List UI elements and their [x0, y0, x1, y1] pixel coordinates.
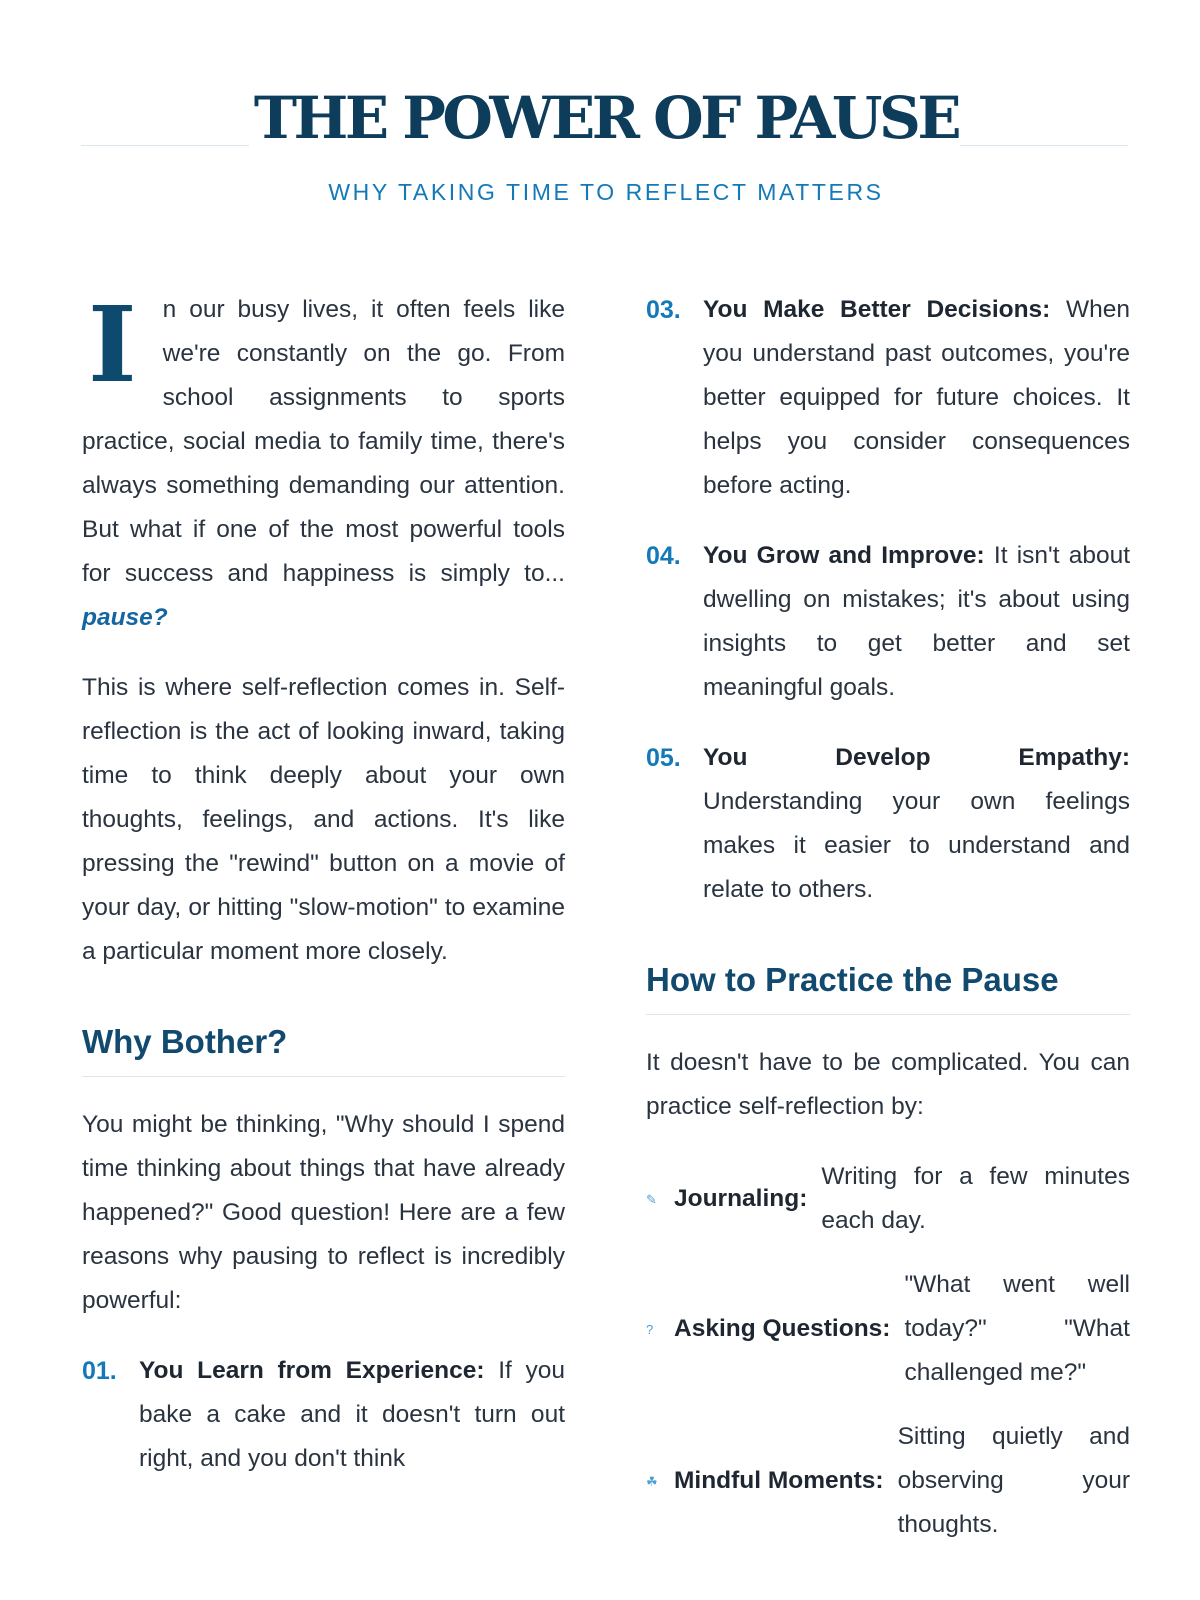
method-label: Journaling:	[674, 1185, 808, 1212]
reason-number: 05.	[646, 744, 681, 772]
pen-icon: ✎	[646, 1191, 657, 1207]
method-label: Asking Questions:	[674, 1315, 891, 1342]
intro-paragraph	[82, 283, 565, 640]
method-item	[646, 1263, 1130, 1395]
reason-body	[703, 534, 1130, 710]
method-text: Sitting quietly and observing your thoughts.	[897, 1423, 1130, 1538]
reason-body	[703, 288, 1130, 508]
method-item	[646, 1415, 1130, 1547]
why-bother-paragraph: You might be thinking, "Why should I spend time thinking about things that have already happened?" Good question! Here are a few reasons why pausing to reflect is incredibly powerful:	[82, 1111, 565, 1314]
reason-number: 01.	[82, 1357, 117, 1385]
reason-number: 03.	[646, 296, 681, 324]
method-text: "What went well today?" "What challenged me?"	[904, 1271, 1130, 1386]
why-bother-heading: Why Bother?	[82, 1020, 565, 1077]
practice-intro: It doesn't have to be complicated. You can practice self-reflection by:	[646, 1049, 1130, 1120]
reason-title: You Make Better Decisions:	[703, 296, 1051, 323]
drop-cap: I	[88, 283, 137, 406]
left-column	[82, 283, 565, 1507]
reason-body	[703, 736, 1130, 912]
intro-text: n our busy lives, it often feels like we're constantly on the go. From school assignments to sports practice, social media to family time, there's always something demanding our attention. But what if one of the most powerful tools for success and happiness is simply to...	[82, 296, 565, 587]
reason-title: You Grow and Improve:	[703, 542, 985, 569]
reason-item	[646, 534, 1130, 710]
method-text: Writing for a few minutes each day.	[821, 1163, 1130, 1234]
reason-title: You Develop Empathy:	[703, 744, 1130, 771]
reason-item	[646, 288, 1130, 508]
leaf-icon: ☘	[646, 1473, 658, 1489]
self-reflection-paragraph: This is where self-reflection comes in. Self-reflection is the act of looking inward, taking time to think deeply about your own thoughts, feelings, and actions. It's like pressing the "rewind" button on a movie of your day, or hitting "slow-motion" to examine a particular moment more closely.	[82, 674, 565, 965]
reason-text: Understanding your own feelings makes it easier to understand and relate to others.	[703, 788, 1130, 903]
practice-heading: How to Practice the Pause	[646, 958, 1130, 1015]
reason-body	[139, 1349, 565, 1481]
reason-text: When you understand past outcomes, you're better equipped for future choices. It helps you consider consequences before acting.	[703, 296, 1130, 499]
page-title: THE POWER OF PAUSE	[253, 84, 959, 152]
reason-item	[646, 736, 1130, 912]
reason-text: If you bake a cake and it doesn't turn out right, and you don't think	[139, 1357, 565, 1472]
reason-text: It isn't about dwelling on mistakes; it's about using insights to get better and set meaningful goals.	[703, 542, 1131, 701]
reason-number: 04.	[646, 542, 681, 570]
reason-title: You Learn from Experience:	[139, 1357, 485, 1384]
method-item	[646, 1155, 1130, 1243]
method-label: Mindful Moments:	[674, 1467, 884, 1494]
question-icon: ?	[646, 1321, 654, 1337]
intro-emphasis: pause?	[82, 604, 168, 631]
reason-item	[82, 1349, 565, 1481]
page-header	[0, 0, 1200, 230]
page-subtitle: WHY TAKING TIME TO REFLECT MATTERS	[328, 179, 884, 205]
right-column	[646, 288, 1130, 1567]
